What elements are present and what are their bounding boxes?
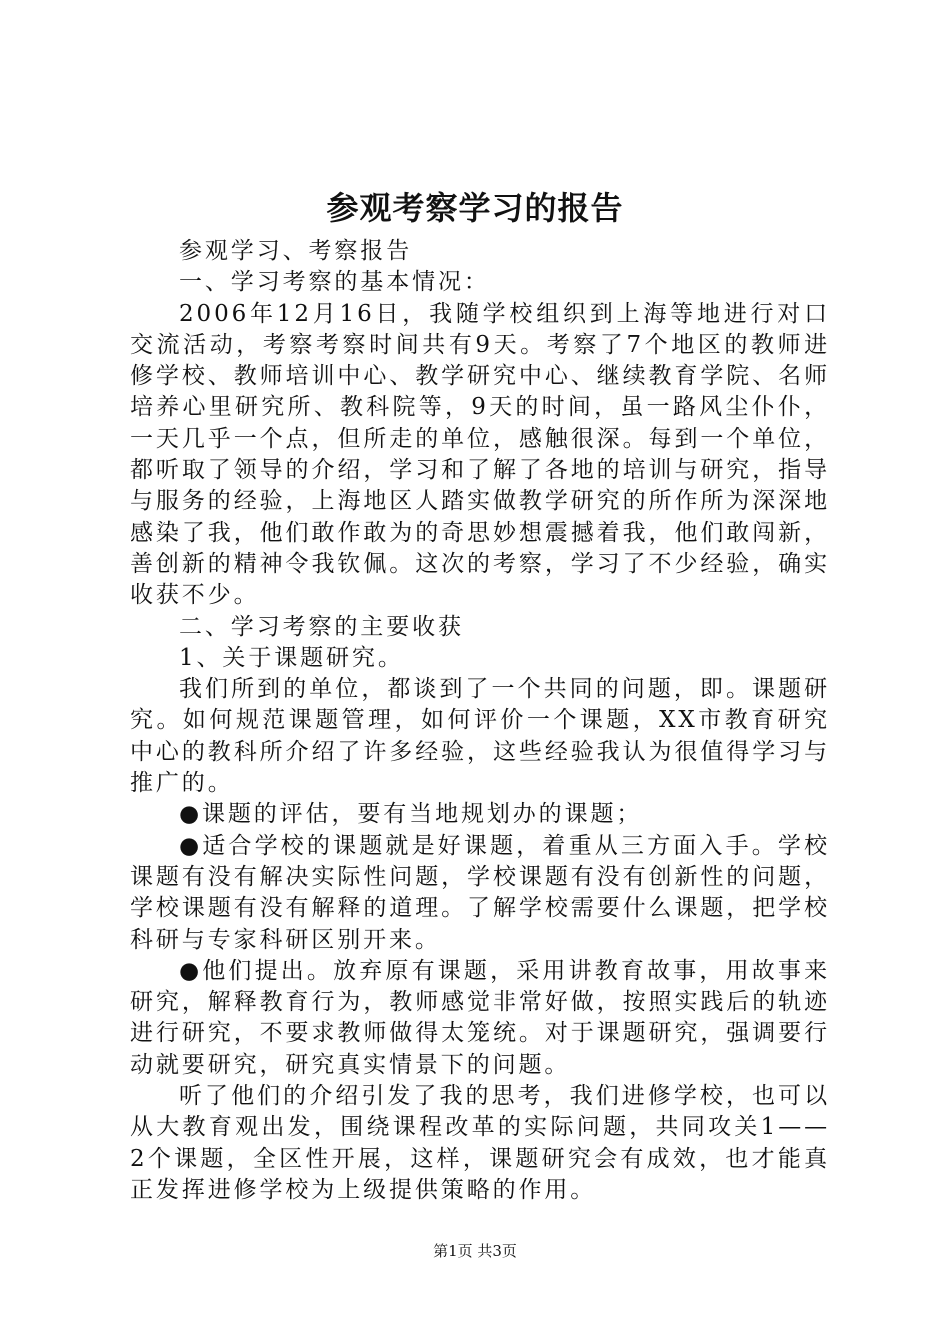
bullet-item-evaluation: ●课题的评估，要有当地规划办的课题； <box>179 801 643 828</box>
paragraph-subsection-research: 1、关于课题研究。 <box>179 644 404 671</box>
paragraph-section-one-heading: 一、学习考察的基本情况： <box>179 269 490 296</box>
bullet-item-suitable-topics: ●适合学校的课题就是好课题，着重从三方面入手。学校课题有没有解决实际性问题，学校课题有没有创新性的问题，学校课题有没有解释的道理。了解学校需要什么课题，把学校科研与专家科研区别开来。 <box>130 832 830 953</box>
paragraph-reflection: 听了他们的介绍引发了我的思考，我们进修学校，也可以从大教育观出发，围绕课程改革的实际问题，共同攻关1——2个课题，全区性开展，这样，课题研究会有成效，也才能真正发挥进修学校为上级提供策略的作用。 <box>130 1083 830 1203</box>
bullet-item-storytelling: ●他们提出。放弃原有课题，采用讲教育故事，用故事来研究，解释教育行为，教师感觉非常好做，按照实践后的轨迹进行研究，不要求教师做得太笼统。对于课题研究，强调要行动就要研究，研究真实情景下的问题。 <box>130 957 830 1078</box>
paragraph-section-two-heading: 二、学习考察的主要收获 <box>179 613 464 640</box>
paragraph-basic-situation: 2006年12月16日，我随学校组织到上海等地进行对口交流活动，考察考察时间共有9天。考察了7个地区的教师进修学校、教师培训中心、教学研究中心、继续教育学院、名师培养心里研究所、教科院等，9天的时间，虽一路风尘仆仆，一天几乎一个点，但所走的单位，感触很深。每到一个单位，都听取了领导的介绍，学习和了解了各地的培训与研究，指导与服务的经验，上海地区人踏实做教学研究的所作所为深深地感染了我，他们敢作敢为的奇思妙想震撼着我，他们敢闯新，善创新的精神令我钦佩。这次的考察，学习了不少经验，确实收获不少。 <box>130 300 830 609</box>
document-title: 参观考察学习的报告 <box>326 189 624 227</box>
document-body <box>130 236 830 1206</box>
paragraph-research-intro: 我们所到的单位，都谈到了一个共同的问题，即。课题研究。如何规范课题管理，如何评价一个课题，XX市教育研究中心的教科所介绍了许多经验，这些经验我认为很值得学习与推广的。 <box>130 676 830 797</box>
paragraph-report-heading: 参观学习、考察报告 <box>179 238 413 264</box>
page-indicator: 第1页 共3页 <box>433 1242 517 1260</box>
